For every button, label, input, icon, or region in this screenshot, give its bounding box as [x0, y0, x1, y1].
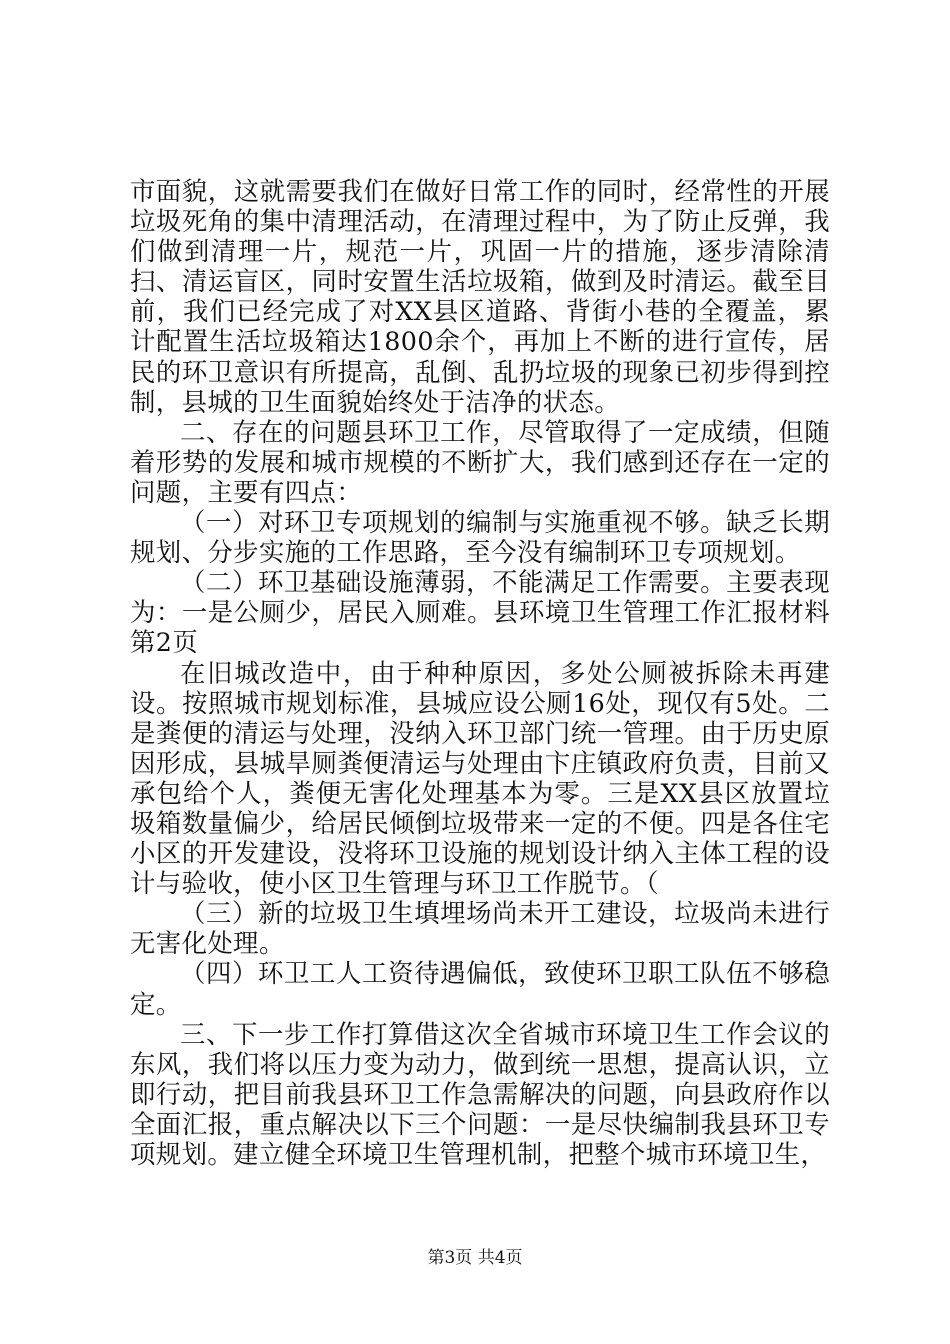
- paragraph-5: 在旧城改造中，由于种种原因，多处公厕被拆除未再建设。按照城市规划标准，县城应设公厕16处，现仅有5处。二是粪便的清运与处理，没纳入环卫部门统一管理。由于历史原因形成，县城旱厕粪便清运与处理由卞庄镇政府负责，目前又承包给个人，粪便无害化处理基本为零。三是XX县区放置垃圾箱数量偏少，给居民倾倒垃圾带来一定的不便。四是各住宅小区的开发建设，没将环卫设施的规划设计纳入主体工程的设计与验收，使小区卫生管理与环卫工作脱节。（: [130, 657, 830, 899]
- page-number-footer: 第3页 共4页: [427, 1248, 523, 1268]
- paragraph-7: （四）环卫工人工资待遇偏低，致使环卫职工队伍不够稳定。: [130, 958, 830, 1019]
- paragraph-1: 市面貌，这就需要我们在做好日常工作的同时，经常性的开展垃圾死角的集中清理活动，在清理过程中，为了防止反弹，我们做到清理一片，规范一片，巩固一片的措施，逐步清除清扫、清运盲区，同时安置生活垃圾箱，做到及时清运。截至目前，我们已经完成了对XX县区道路、背街小巷的全覆盖，累计配置生活垃圾箱达1800余个，再加上不断的进行宣传，居民的环卫意识有所提高，乱倒、乱扔垃圾的现象已初步得到控制，县城的卫生面貌始终处于洁净的状态。: [130, 176, 830, 417]
- paragraph-6: （三）新的垃圾卫生填埋场尚未开工建设，垃圾尚未进行无害化处理。: [130, 898, 830, 959]
- paragraph-8: 三、下一步工作打算借这次全省城市环境卫生工作会议的东风，我们将以压力变为动力，做到统一思想，提高认识，立即行动，把目前我县环卫工作急需解决的问题，向县政府作以全面汇报，重点解决以下三个问题：一是尽快编制我县环卫专项规划。建立健全环境卫生管理机制，把整个城市环境卫生，: [130, 1018, 830, 1169]
- paragraph-4: （二）环卫基础设施薄弱，不能满足工作需要。主要表现为：一是公厕少，居民入厕难。县环境卫生管理工作汇报材料第2页: [130, 567, 830, 658]
- paragraph-3: （一）对环卫专项规划的编制与实施重视不够。缺乏长期规划、分步实施的工作思路，至今没有编制环卫专项规划。: [130, 507, 830, 568]
- document-body: [130, 176, 830, 1169]
- paragraph-2: 二、存在的问题县环卫工作，尽管取得了一定成绩，但随着形势的发展和城市规模的不断扩大，我们感到还存在一定的问题，主要有四点：: [130, 416, 830, 507]
